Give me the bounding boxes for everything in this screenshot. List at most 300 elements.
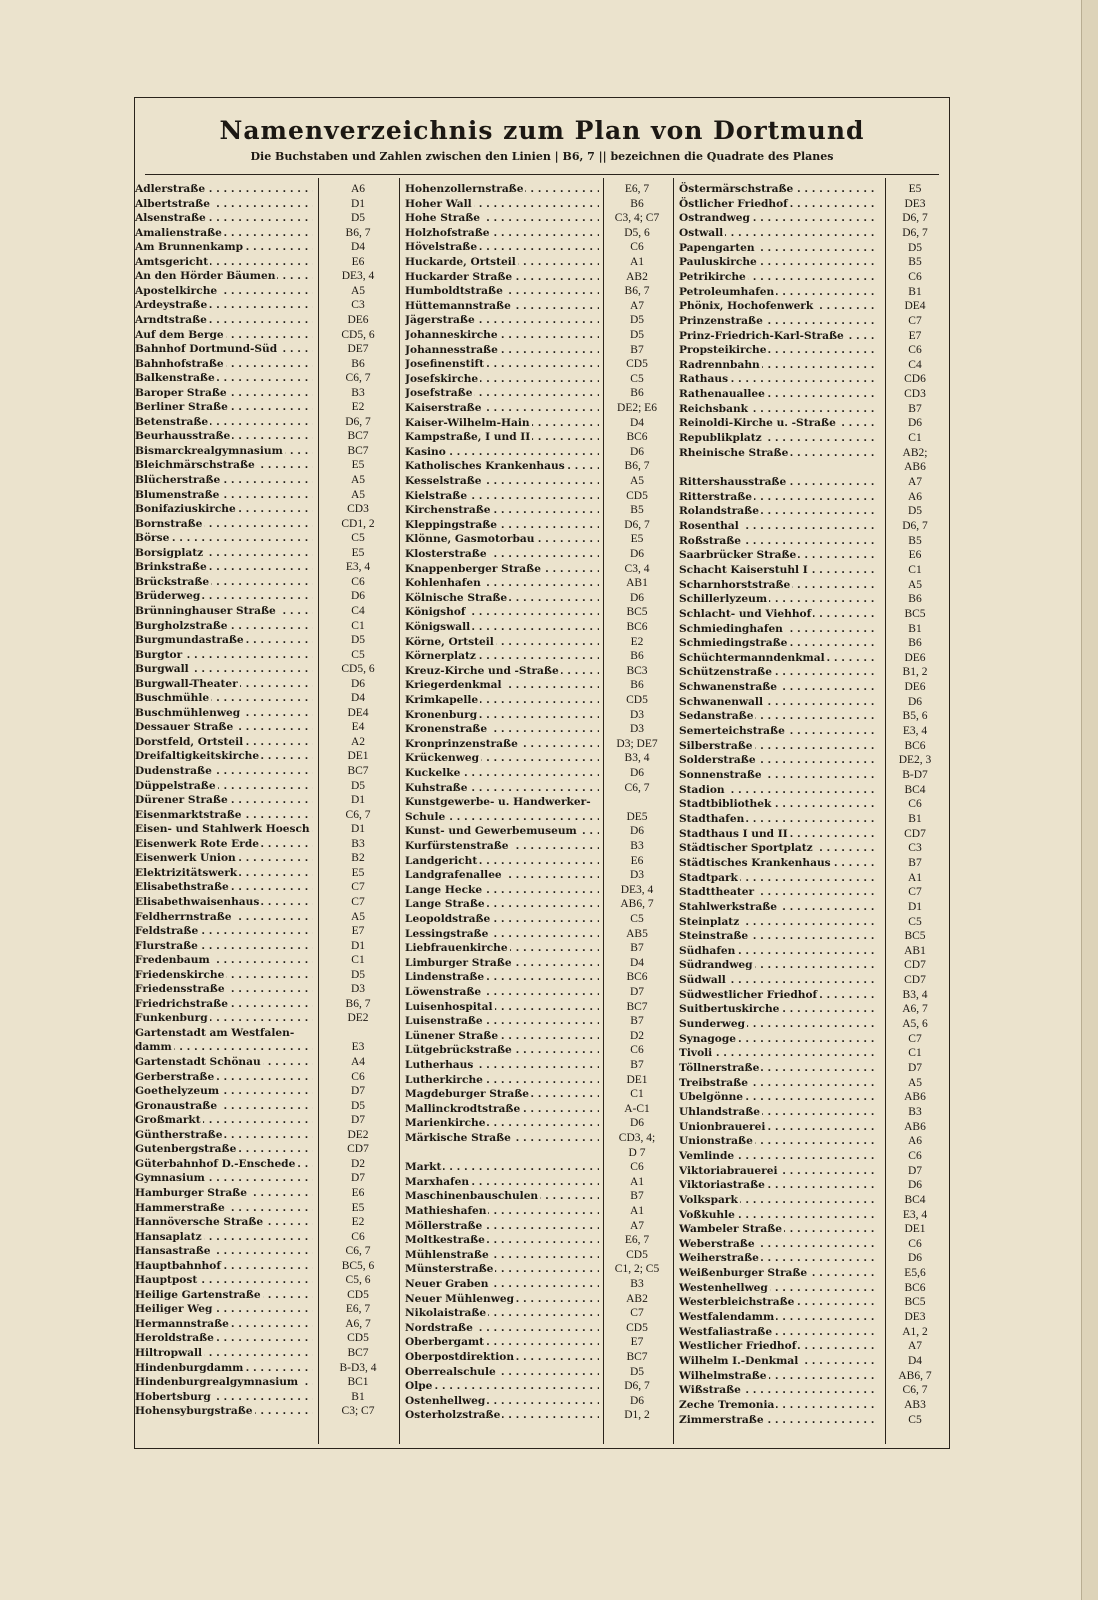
street-name-text: Körnerplatz — [405, 650, 476, 663]
street-name — [405, 1277, 599, 1291]
index-entry — [135, 458, 399, 472]
grid-square-code: D1, 2 — [624, 1409, 650, 1422]
grid-square-code: AB2; — [902, 446, 928, 459]
street-name — [679, 1325, 879, 1339]
grid-square-code: A1 — [629, 256, 645, 268]
street-name-text: Schmiedingstraße — [679, 637, 788, 650]
street-name-text: Scharnhorststraße — [679, 578, 791, 591]
street-name — [135, 1317, 313, 1331]
index-entry — [405, 883, 673, 897]
street-name-text: Neuer Graben — [405, 1278, 489, 1290]
index-entry — [405, 781, 673, 795]
grid-square-code: C1 — [908, 432, 922, 445]
index-entry — [135, 342, 399, 356]
page-subtitle: Die Buchstaben und Zahlen zwischen den Linien | B6, 7 || bezeichnen die Quadrate des Planes — [250, 150, 834, 163]
street-name — [135, 444, 313, 458]
street-name-text: Börse — [135, 532, 170, 545]
street-name-text: Stadtpark — [679, 871, 738, 884]
street-name-text: Uhlandstraße — [679, 1105, 761, 1118]
index-entry — [679, 446, 945, 460]
grid-square-code: B7 — [630, 1059, 644, 1071]
grid-square-code: E5 — [630, 533, 644, 546]
street-name-text: Klönne, Gasmotorbau — [405, 533, 535, 546]
street-name — [405, 649, 599, 663]
grid-square-code: D6 — [907, 695, 923, 708]
index-entry — [135, 953, 399, 967]
street-name — [679, 475, 879, 489]
grid-square-code: D2 — [629, 1029, 645, 1042]
index-entry — [405, 795, 673, 809]
index-entry — [405, 284, 673, 298]
street-name-text: Bahnhof Dortmund-Süd — [135, 343, 278, 356]
street-name-text: Moltkestraße — [405, 1234, 485, 1247]
index-entry — [405, 751, 673, 765]
index-entry — [135, 895, 399, 909]
street-name-text: Hauptpost — [135, 1274, 198, 1287]
street-name-text: Steinplatz — [679, 915, 740, 928]
street-name — [135, 953, 313, 967]
grid-square-code: C5 — [630, 913, 644, 925]
street-name — [679, 1266, 879, 1280]
index-entry — [679, 1237, 945, 1251]
street-name — [405, 1219, 599, 1233]
street-name-text: Luisenstraße — [405, 1015, 483, 1028]
index-entry — [135, 1055, 399, 1069]
grid-square-code: C7 — [630, 1307, 644, 1320]
grid-square-code: CD5, 6 — [341, 328, 375, 341]
street-name-text: Lange Straße — [405, 898, 485, 911]
street-name-text: Burgmundastraße — [135, 634, 244, 647]
index-entry — [405, 1233, 673, 1247]
street-name-text: Gronaustraße — [135, 1099, 218, 1112]
index-entry — [679, 783, 945, 797]
street-name — [135, 735, 313, 749]
street-name — [679, 446, 879, 460]
street-name-text: Landgrafenallee — [405, 869, 502, 882]
street-name-text: Radrennbahn — [679, 358, 760, 371]
street-name-text: Elektrizitätswerk — [135, 866, 238, 879]
street-name — [679, 1120, 879, 1134]
index-entry — [679, 841, 945, 855]
grid-square-code: B6 — [630, 197, 644, 210]
street-name — [405, 240, 599, 254]
street-name — [405, 562, 599, 576]
index-entry — [405, 489, 673, 503]
street-name — [679, 1149, 879, 1163]
grid-square-code: D6, 7 — [624, 1380, 650, 1393]
street-name — [679, 1178, 879, 1192]
index-entry — [405, 1262, 673, 1276]
street-name — [679, 680, 879, 694]
index-entry — [679, 255, 945, 269]
index-entry — [135, 1317, 399, 1331]
index-entry — [405, 1058, 673, 1072]
index-entry — [135, 240, 399, 254]
street-name-text: Lutherkirche — [405, 1073, 483, 1086]
index-entry — [405, 1087, 673, 1101]
street-name-text: Westfaliastraße — [679, 1325, 773, 1338]
index-entry — [679, 1090, 945, 1104]
grid-square-code: C6 — [908, 1237, 922, 1250]
street-name-text: Schillerlyzeum — [679, 593, 768, 606]
index-entry — [135, 1040, 399, 1054]
street-name — [679, 504, 879, 518]
street-name-text: Sunderweg — [679, 1018, 746, 1031]
index-entry — [405, 1350, 673, 1364]
street-name — [135, 1055, 313, 1069]
street-name-text: Humboldtstraße — [405, 285, 503, 298]
street-name-text: Kohlenhafen — [405, 577, 481, 590]
street-name-text: Viktoriastraße — [679, 1179, 765, 1192]
index-entry — [405, 445, 673, 459]
index-entry — [405, 182, 673, 196]
index-entry — [679, 1383, 945, 1397]
street-name-text: Dreifaltigkeitskirche — [135, 750, 260, 763]
street-name-text: Güterbahnhof D.-Enschede — [135, 1157, 296, 1170]
index-entry — [679, 182, 945, 196]
grid-square-code: DE1 — [626, 1073, 648, 1086]
street-name — [679, 651, 879, 665]
street-name-text: Kuckelke — [405, 767, 461, 779]
index-entry — [135, 1346, 399, 1360]
index-entry — [405, 357, 673, 371]
street-name-text: Hermannstraße — [135, 1317, 229, 1330]
street-name-text: Osterholzstraße — [405, 1409, 501, 1422]
index-entry — [679, 636, 945, 650]
index-entry — [405, 1146, 673, 1160]
index-entry — [679, 475, 945, 489]
grid-square-code: A5 — [907, 1076, 923, 1089]
street-name-text: Kleppingstraße — [405, 518, 498, 531]
grid-square-code: D6, 7 — [624, 518, 650, 531]
index-entry — [135, 1186, 399, 1200]
street-name-text: Steinstraße — [679, 930, 749, 943]
street-name — [405, 1043, 599, 1057]
index-frame — [134, 97, 950, 1449]
grid-square-code: D1 — [907, 900, 923, 913]
street-name — [135, 1201, 313, 1215]
street-name-text: Balkenstraße — [135, 372, 215, 385]
grid-square-code: E2 — [351, 1216, 365, 1229]
street-name-text: Goethelyzeum — [135, 1085, 220, 1098]
street-name — [679, 285, 879, 299]
grid-square-code: BC5 — [904, 1296, 926, 1309]
street-name — [679, 1413, 879, 1427]
street-name — [135, 706, 313, 720]
street-name-text: Sonnenstraße — [679, 769, 762, 781]
index-entry — [679, 592, 945, 606]
index-entry — [405, 897, 673, 911]
index-entry — [405, 1189, 673, 1203]
index-entry — [405, 1321, 673, 1335]
index-entry — [135, 706, 399, 720]
street-name-text: Kuhstraße — [405, 781, 468, 794]
street-name — [135, 880, 313, 894]
grid-square-code: AB6, 7 — [898, 1369, 932, 1382]
grid-square-code: AB5 — [626, 927, 648, 940]
street-name — [405, 430, 599, 444]
grid-square-code: CD6 — [904, 373, 926, 386]
index-entry — [679, 944, 945, 958]
grid-square-code: C6, 7 — [902, 1384, 928, 1397]
street-name — [405, 824, 599, 838]
street-name — [679, 578, 879, 592]
index-entry — [135, 473, 399, 487]
street-name-text: Zeche Tremonia — [679, 1398, 775, 1411]
index-entry — [679, 358, 945, 372]
street-name — [135, 604, 313, 618]
street-name — [405, 1131, 599, 1145]
street-name — [135, 1390, 313, 1404]
grid-square-code: E3 — [351, 1041, 365, 1054]
grid-square-code: A5 — [350, 284, 366, 297]
grid-square-code: AB6 — [904, 461, 926, 474]
street-name-text: Hohenzollernstraße — [405, 183, 524, 195]
grid-square-code: C1 — [630, 1088, 644, 1101]
index-entry — [135, 197, 399, 211]
index-entry — [679, 739, 945, 753]
index-entry — [679, 372, 945, 386]
grid-square-code: D1 — [350, 794, 366, 807]
grid-square-code: BC6 — [904, 1281, 926, 1294]
index-entry — [679, 1266, 945, 1280]
street-name — [679, 753, 879, 767]
street-name-text: Nordstraße — [405, 1321, 473, 1334]
street-name-text: Friedrichstraße — [135, 997, 228, 1010]
street-name — [405, 664, 599, 678]
street-name — [679, 1369, 879, 1383]
grid-square-code: D1 — [350, 823, 366, 836]
street-name — [405, 503, 599, 517]
street-name-text: Östlicher Friedhof — [679, 197, 788, 210]
street-name — [405, 591, 599, 605]
street-name-text: Hannöversche Straße — [135, 1216, 264, 1229]
index-entry — [135, 939, 399, 953]
street-name-text: Schwanenwall — [679, 695, 763, 708]
index-entry — [679, 431, 945, 445]
street-name — [405, 1248, 599, 1262]
index-entry — [405, 737, 673, 751]
index-entry — [405, 299, 673, 313]
grid-square-code: C7 — [908, 886, 922, 899]
street-name — [679, 1383, 879, 1397]
grid-square-code: C6 — [908, 270, 922, 283]
grid-square-code: CD1, 2 — [341, 517, 375, 530]
index-entry — [679, 1310, 945, 1324]
street-name — [679, 314, 879, 328]
grid-square-code: E7 — [630, 1336, 644, 1349]
street-name-text: Lessingstraße — [405, 927, 489, 940]
street-name-text: Westerbleichstraße — [679, 1296, 795, 1309]
street-name-text: Hövelstraße — [405, 241, 478, 254]
grid-square-code: D3 — [629, 708, 645, 721]
grid-square-code: C3, 4; C7 — [614, 212, 660, 225]
street-name — [405, 781, 599, 795]
grid-square-code: D2 — [350, 1157, 366, 1170]
grid-square-code: D7 — [350, 1085, 366, 1098]
street-name-text: Amalienstraße — [135, 226, 222, 239]
grid-square-code: C7 — [351, 881, 365, 894]
index-entry — [679, 1398, 945, 1412]
street-name — [679, 1032, 879, 1046]
street-name — [135, 1259, 313, 1273]
street-name — [679, 856, 879, 870]
street-name-text: Tivoli — [679, 1047, 713, 1060]
street-name-text: Katholisches Krankenhaus — [405, 460, 565, 473]
page-title: Namenverzeichnis zum Plan von Dortmund — [219, 116, 865, 145]
column-divider — [399, 178, 400, 1444]
grid-square-code: B6, 7 — [345, 997, 371, 1010]
street-name-text: Hoher Wall — [405, 197, 472, 210]
index-entry — [405, 839, 673, 853]
grid-square-code: BC6 — [626, 971, 648, 984]
index-entry — [679, 534, 945, 548]
index-entry — [135, 648, 399, 662]
grid-square-code: BC7 — [347, 444, 369, 457]
street-name — [135, 633, 313, 647]
grid-square-code: E3, 4 — [902, 1208, 928, 1221]
index-entry — [679, 1105, 945, 1119]
index-entry — [135, 677, 399, 691]
street-name-text: Schwanenstraße — [679, 681, 778, 694]
index-entry — [135, 735, 399, 749]
street-name — [679, 915, 879, 929]
street-name-text: Berliner Straße — [135, 401, 228, 414]
street-name — [405, 328, 599, 342]
street-name-text: Klosterstraße — [405, 548, 487, 560]
index-entry — [679, 1061, 945, 1075]
index-entry — [405, 226, 673, 240]
index-entry — [679, 387, 945, 401]
street-name — [405, 854, 599, 868]
street-name-text: Märkische Straße — [405, 1132, 511, 1144]
grid-square-code: C3 — [908, 842, 922, 855]
index-entry — [135, 546, 399, 560]
grid-square-code: C6 — [351, 575, 365, 588]
street-name-text: Gymnasium — [135, 1172, 205, 1185]
street-name-text: Möllerstraße — [405, 1219, 483, 1232]
street-name — [405, 226, 599, 240]
grid-square-code: D4 — [629, 416, 645, 429]
index-entry — [405, 562, 673, 576]
index-entry — [679, 856, 945, 870]
grid-square-code: D5 — [629, 314, 645, 327]
grid-square-code: CD5, 6 — [341, 663, 375, 676]
street-name — [405, 1029, 599, 1043]
grid-square-code: D3 — [350, 983, 366, 996]
street-name — [405, 1189, 599, 1203]
grid-square-code: B3, 4 — [902, 988, 928, 1001]
index-entry — [135, 531, 399, 545]
street-name — [135, 1040, 313, 1054]
grid-square-code: C6, 7 — [345, 1245, 371, 1258]
index-entry — [135, 328, 399, 342]
index-entry — [135, 910, 399, 924]
street-name-text: Olpe — [405, 1380, 433, 1393]
street-name — [135, 968, 313, 982]
street-name-text: Güntherstraße — [135, 1128, 223, 1141]
street-name-text: Mallinckrodtstraße — [405, 1102, 521, 1115]
index-entry — [679, 299, 945, 313]
index-entry — [679, 768, 945, 782]
index-entry — [405, 1116, 673, 1130]
street-name-text: Brünninghauser Straße — [135, 604, 276, 617]
grid-square-code: A5 — [350, 474, 366, 486]
street-name — [679, 1310, 879, 1324]
grid-square-code: B5, 6 — [902, 710, 928, 723]
index-entry — [405, 912, 673, 926]
index-entry — [135, 298, 399, 312]
index-entry — [679, 812, 945, 826]
index-entry — [135, 1302, 399, 1316]
grid-square-code: BC4 — [904, 1193, 926, 1206]
street-name-text: Josefinenstift — [405, 358, 484, 371]
street-name — [679, 841, 879, 855]
street-name-text: Dürener Straße — [135, 794, 228, 807]
street-name-text: Buschmühle — [135, 692, 210, 705]
street-name — [405, 1394, 599, 1408]
grid-square-code: AB3 — [904, 1398, 926, 1411]
street-name-text: Viktoriabrauerei — [679, 1164, 778, 1177]
street-name-text: Brüderweg — [135, 590, 201, 603]
grid-square-code: DE7 — [347, 343, 369, 356]
index-entry — [405, 1292, 673, 1306]
street-name — [135, 1070, 313, 1084]
grid-square-code: DE3, 4 — [620, 883, 654, 896]
street-name-text: Marienkirche — [405, 1117, 486, 1130]
grid-square-code: D5 — [350, 779, 366, 792]
index-entry — [679, 709, 945, 723]
index-entry — [405, 518, 673, 532]
street-name — [405, 927, 599, 941]
street-name-text: Krückenweg — [405, 752, 479, 765]
index-entry — [679, 1208, 945, 1222]
street-name — [135, 1113, 313, 1127]
grid-square-code: BC6 — [904, 739, 926, 752]
index-entry — [405, 386, 673, 400]
index-entry — [405, 343, 673, 357]
index-entry — [679, 1325, 945, 1339]
street-name — [135, 793, 313, 807]
street-name-text: Dorstfeld, Ortsteil — [135, 735, 244, 748]
street-name-text: Südrandweg — [679, 959, 753, 972]
grid-square-code: A6 — [907, 490, 923, 503]
grid-square-code: DE1 — [904, 1223, 926, 1236]
street-name — [135, 1302, 313, 1316]
index-entry — [679, 695, 945, 709]
grid-square-code: CD5 — [347, 1332, 369, 1345]
street-name — [679, 988, 879, 1002]
street-name-text: Kölnische Straße — [405, 591, 508, 604]
grid-square-code: D3; DE7 — [616, 737, 658, 750]
index-entry — [679, 1281, 945, 1295]
street-name — [135, 662, 313, 676]
index-entry — [405, 547, 673, 561]
street-name-text: Stadthaus I und II — [679, 827, 788, 840]
street-name-text: Wilhelm I.-Denkmal — [679, 1355, 799, 1367]
index-entry — [405, 1277, 673, 1291]
street-name — [135, 240, 313, 254]
street-name — [135, 371, 313, 385]
street-name — [405, 299, 599, 313]
street-name — [405, 1233, 599, 1247]
street-name — [405, 722, 599, 736]
street-name — [135, 269, 313, 283]
street-name-text: Eisenwerk Rote Erde — [135, 837, 259, 850]
street-name — [679, 431, 879, 445]
grid-square-code: AB2 — [626, 270, 648, 283]
street-name-text: Stadthafen — [679, 812, 745, 825]
